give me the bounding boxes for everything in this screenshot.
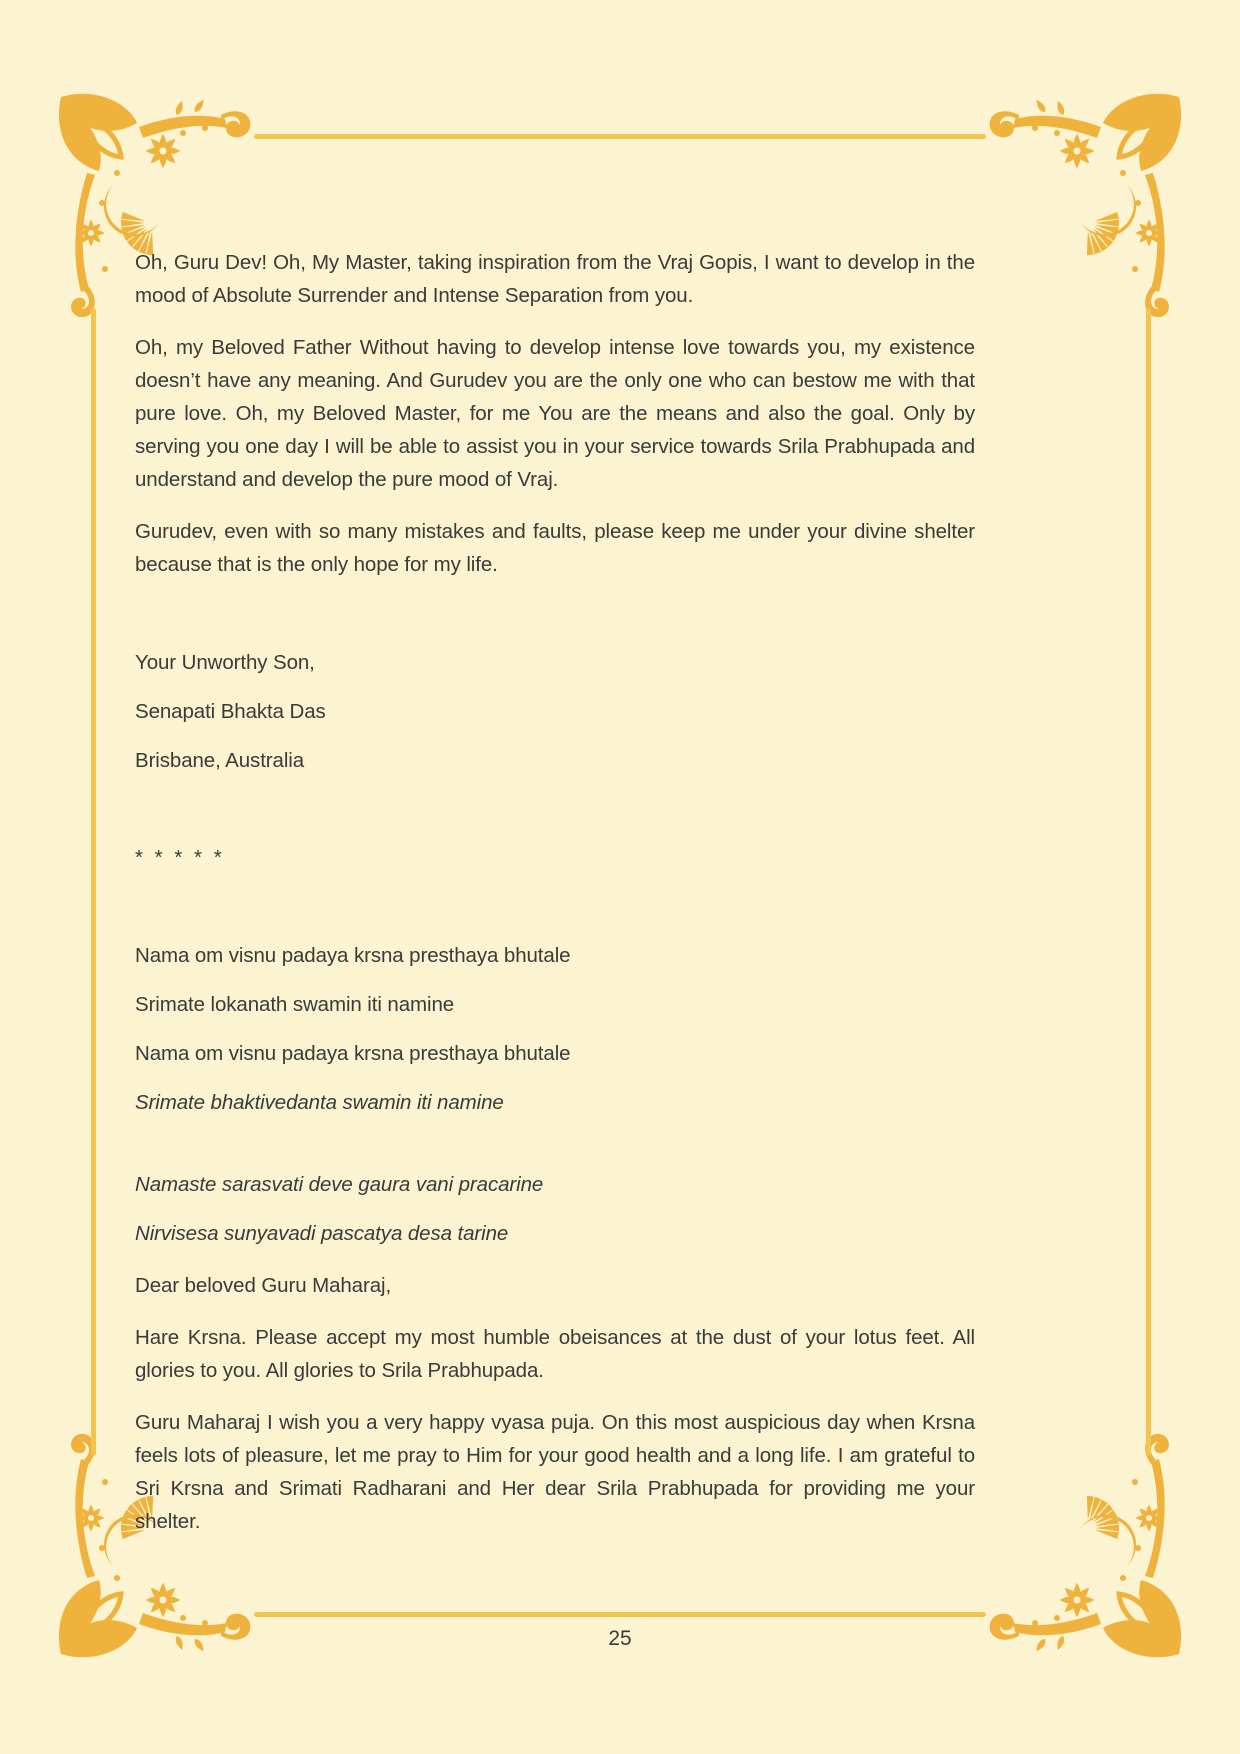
pranam-mantra-line: Nama om visnu padaya krsna presthaya bhutale [135,944,571,967]
letter-paragraph: Gurudev, even with so many mistakes and faults, please keep me under your divine shelter because that is the only hope for my life. [135,520,975,576]
pranam-mantra-line: Srimate lokanath swamin iti namine [135,993,455,1016]
corner-flourish-icon [985,93,1185,328]
separator-asterisks: * * * * * [135,846,225,869]
letter-paragraph: Hare Krsna. Please accept my most humble obeisances at the dust of your lotus feet. All glories to you. All glories to Srila Prabhupada. [135,1326,975,1382]
letter-paragraph: Oh, Guru Dev! Oh, My Master, taking inspiration from the Vraj Gopis, I want to develop in the mood of Absolute Surrender and Intense Separation from you. [135,251,975,307]
signature-location: Brisbane, Australia [135,749,305,772]
corner-flourish-icon [985,1423,1185,1658]
letter-content [135,246,975,1557]
signature-name: Senapati Bhakta Das [135,700,326,723]
letter-paragraph: Oh, my Beloved Father Without having to develop intense love towards you, my existence doesn’t have any meaning. And Gurudev you are the only one who can bestow me with that pure love. Oh, my Beloved Master, for me You are the means and also the goal. Only by serving you one day I will be able to assist you in your service towards Srila Prabhupada and understand and develop the pure mood of Vraj. [135,336,975,491]
salutation: Dear beloved Guru Maharaj, [135,1274,392,1297]
border-line-left [91,308,96,1456]
border-line-bottom [254,1612,986,1617]
border-line-top [254,134,986,139]
pranam-mantra-line: Namaste sarasvati deve gaura vani pracarine [135,1173,544,1196]
pranam-mantra-line: Srimate bhaktivedanta swamin iti namine [135,1091,504,1114]
page-number: 25 [608,1627,632,1650]
border-line-right [1146,308,1151,1456]
signature-closing: Your Unworthy Son, [135,651,315,674]
pranam-mantra-line: Nama om visnu padaya krsna presthaya bhutale [135,1042,571,1065]
pranam-mantra-line: Nirvisesa sunyavadi pascatya desa tarine [135,1222,509,1245]
letter-paragraph: Guru Maharaj I wish you a very happy vyasa puja. On this most auspicious day when Krsna feels lots of pleasure, let me pray to Him for your good health and a long life. I am grateful to Sri Krsna and Srimati Radharani and Her dear Srila Prabhupada for providing me your shelter. [135,1411,975,1533]
